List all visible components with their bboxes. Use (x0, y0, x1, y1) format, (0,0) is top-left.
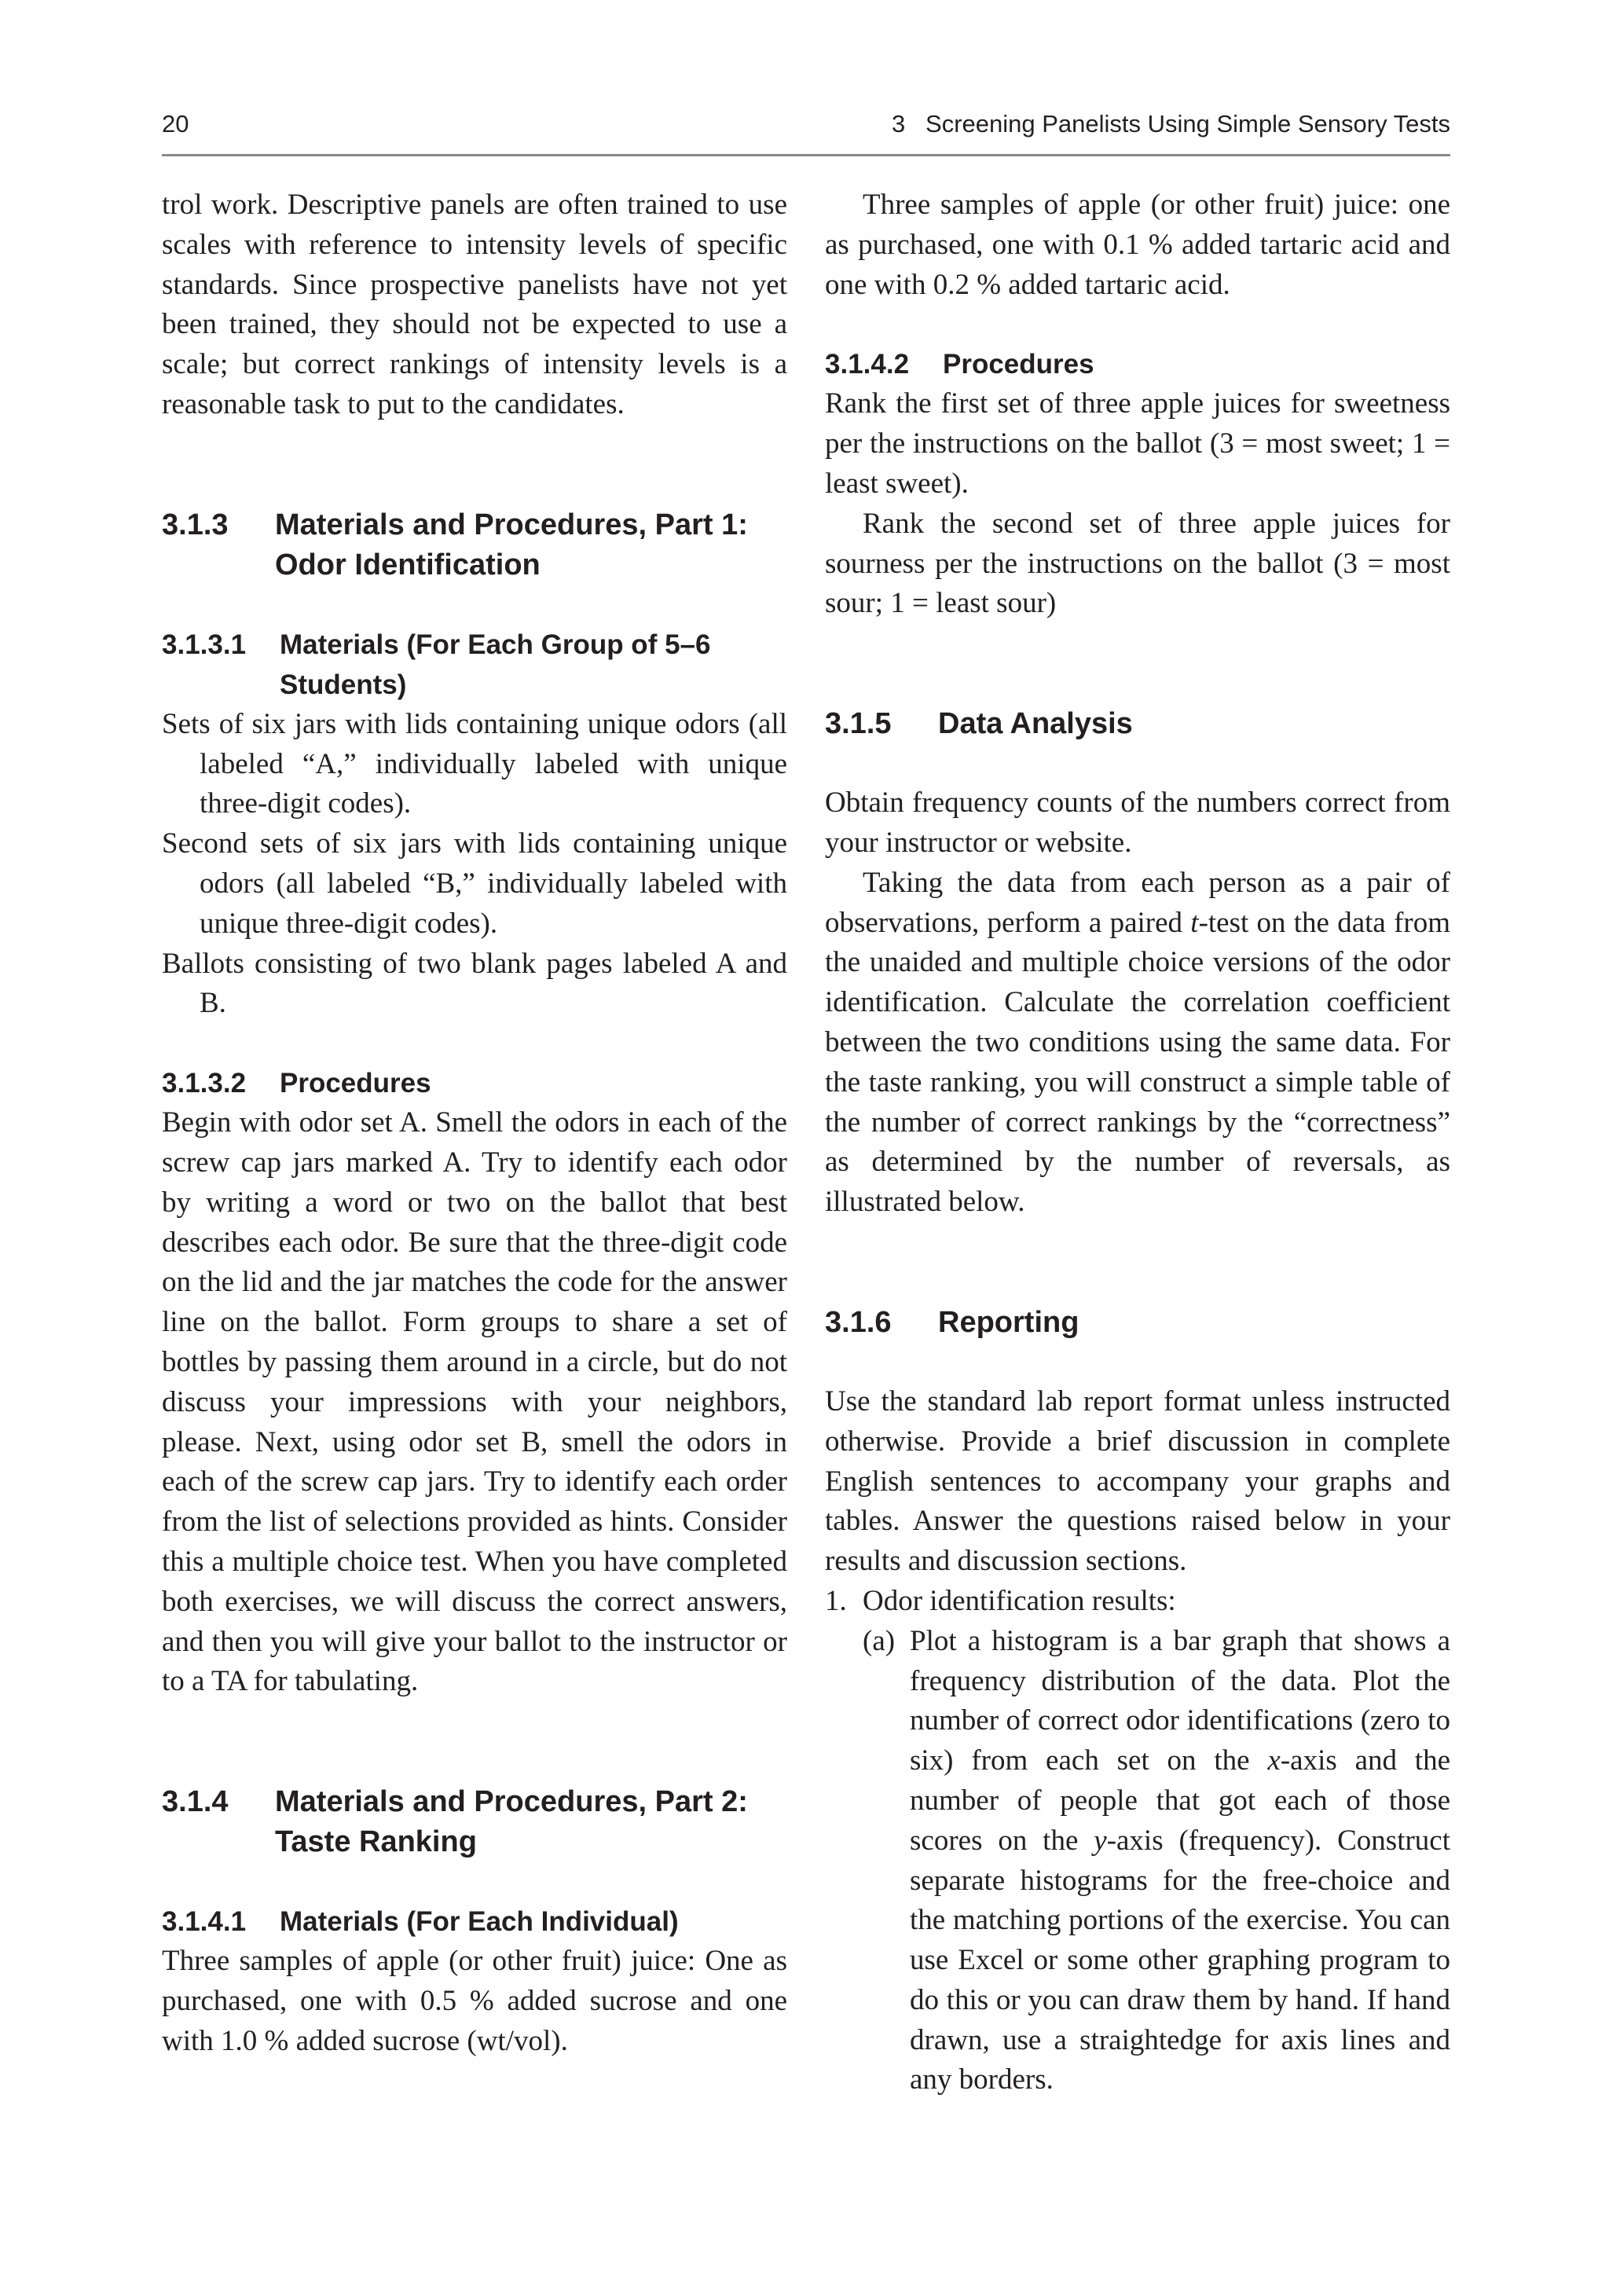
section-title: Materials (For Each Individual) (280, 1906, 679, 1938)
section-3-1-6-heading (825, 1303, 1450, 1343)
section-3-1-3-1-heading (162, 625, 787, 705)
material-item: Second sets of six jars with lids containing unique odors (all labeled “B,” individually labeled with unique three-digit codes). (162, 827, 787, 940)
section-title: Data Analysis (938, 707, 1133, 741)
section-title: Materials and Procedures, Part 2: Taste Ranking (275, 1785, 748, 1859)
section-3-1-4-2-heading (825, 344, 1450, 384)
materials-paragraph: Three samples of apple (or other fruit) juice: One as purchased, one with 0.5 % added sucrose and one with 1.0 % added sucrose (wt/vol). (162, 1945, 787, 2057)
list-text: Odor identification results: (863, 1584, 1176, 1617)
running-title: 3 Screening Panelists Using Simple Sensory Tests (891, 110, 1450, 138)
section-title: Reporting (938, 1305, 1079, 1339)
procedure-paragraph: Begin with odor set A. Smell the odors in each of the screw cap jars marked A. Try to identify each odor by writing a word or two on the ballot that best describes each odor. Be sure that the three-digit code on the lid and the jar matches the code for the answer line on the ballot. Form groups to share a set of bottles by passing them around in a circle, but do not discuss your impressions with your neighbors, please. Next, using odor set B, smell the odors in each of the screw cap jars. Try to identify each order from the list of selections provided as hints. Consider this a multiple choice test. When you have completed both exercises, we will discuss the correct answers, and then you will give your ballot to the instructor or to a TA for tabulating. (162, 1106, 787, 1698)
right-column (825, 185, 1450, 2100)
section-number: 3.1.6 (825, 1305, 892, 1339)
section-number: 3.1.5 (825, 707, 892, 741)
page-number: 20 (162, 110, 189, 138)
section-number: 3.1.4.1 (162, 1906, 247, 1938)
apple-samples-paragraph: Three samples of apple (or other fruit) juice: one as purchased, one with 0.1 % added tartaric acid and one with 0.2 % added tartaric acid. (825, 189, 1450, 301)
material-item: Ballots consisting of two blank pages labeled A and B. (162, 947, 787, 1020)
list-text: Plot a histogram is a bar graph that shows a frequency distribution of the data. Plot the number of correct odor identifications (zero to six) from each set on the x-axis and the number of people that got each of those scores on the y-axis (frequency). Construct separate histograms for the free-choice and the matching portions of the exercise. You can use Excel or some other graphing program to do this or you can draw them by hand. If hand drawn, use a straightedge for axis lines and any borders. (910, 1624, 1451, 2096)
intro-paragraph: trol work. Descriptive panels are often trained to use scales with reference to intensity levels of specific standards. Since prospective panelists have not yet been trained, they should not be expected to use a scale; but correct rankings of intensity levels is a reasonable task to put to the candidates. (162, 189, 787, 420)
data-analysis-paragraph-2: Taking the data from each person as a pair of observations, perform a paired t-test on the data from the unaided and multiple choice versions of the odor identification. Calculate the correlation coefficient between the two conditions using the same data. For the taste ranking, you will construct a simple table of the number of correct rankings by the “correctness” as determined by the number of reversals, as illustrated below. (825, 866, 1451, 1219)
left-column (162, 185, 787, 2062)
rank-sweetness-paragraph: Rank the first set of three apple juices for sweetness per the instructions on the ballot (3 = most sweet; 1 = least sweet). (825, 387, 1450, 500)
reporting-paragraph: Use the standard lab report format unless instructed otherwise. Provide a brief discussion in complete English sentences to accompany your graphs and tables. Answer the questions raised below in your results and discussion sections. (825, 1385, 1450, 1578)
section-3-1-3-heading (162, 505, 787, 585)
section-title: Procedures (280, 1068, 431, 1099)
rank-sourness-paragraph: Rank the second set of three apple juices for sourness per the instructions on the ballot (3 = most sour; 1 = least sour) (825, 507, 1450, 620)
section-title: Materials and Procedures, Part 1: Odor Identification (275, 508, 748, 581)
list-label: (a) (863, 1624, 896, 1657)
section-number: 3.1.3 (162, 508, 229, 541)
section-number: 3.1.4 (162, 1785, 229, 1819)
section-3-1-4-1-heading (162, 1902, 787, 1942)
list-item (825, 1582, 1450, 1622)
header-rule (162, 154, 1450, 156)
running-header (162, 110, 1450, 145)
list-label: 1. (825, 1584, 847, 1617)
section-number: 3.1.3.2 (162, 1068, 247, 1099)
section-3-1-3-2-heading (162, 1063, 787, 1103)
data-analysis-paragraph-1: Obtain frequency counts of the numbers correct from your instructor or website. (825, 787, 1450, 859)
section-3-1-5-heading (825, 704, 1450, 744)
material-item: Sets of six jars with lids containing unique odors (all labeled “A,” individually labeled with unique three-digit codes). (162, 707, 787, 820)
sub-list-item (825, 1622, 1450, 2101)
section-number: 3.1.3.1 (162, 629, 247, 660)
section-title: Materials (For Each Group of 5–6 Students) (280, 629, 711, 700)
section-title: Procedures (943, 349, 1094, 380)
section-number: 3.1.4.2 (825, 349, 910, 380)
section-3-1-4-heading (162, 1782, 787, 1862)
